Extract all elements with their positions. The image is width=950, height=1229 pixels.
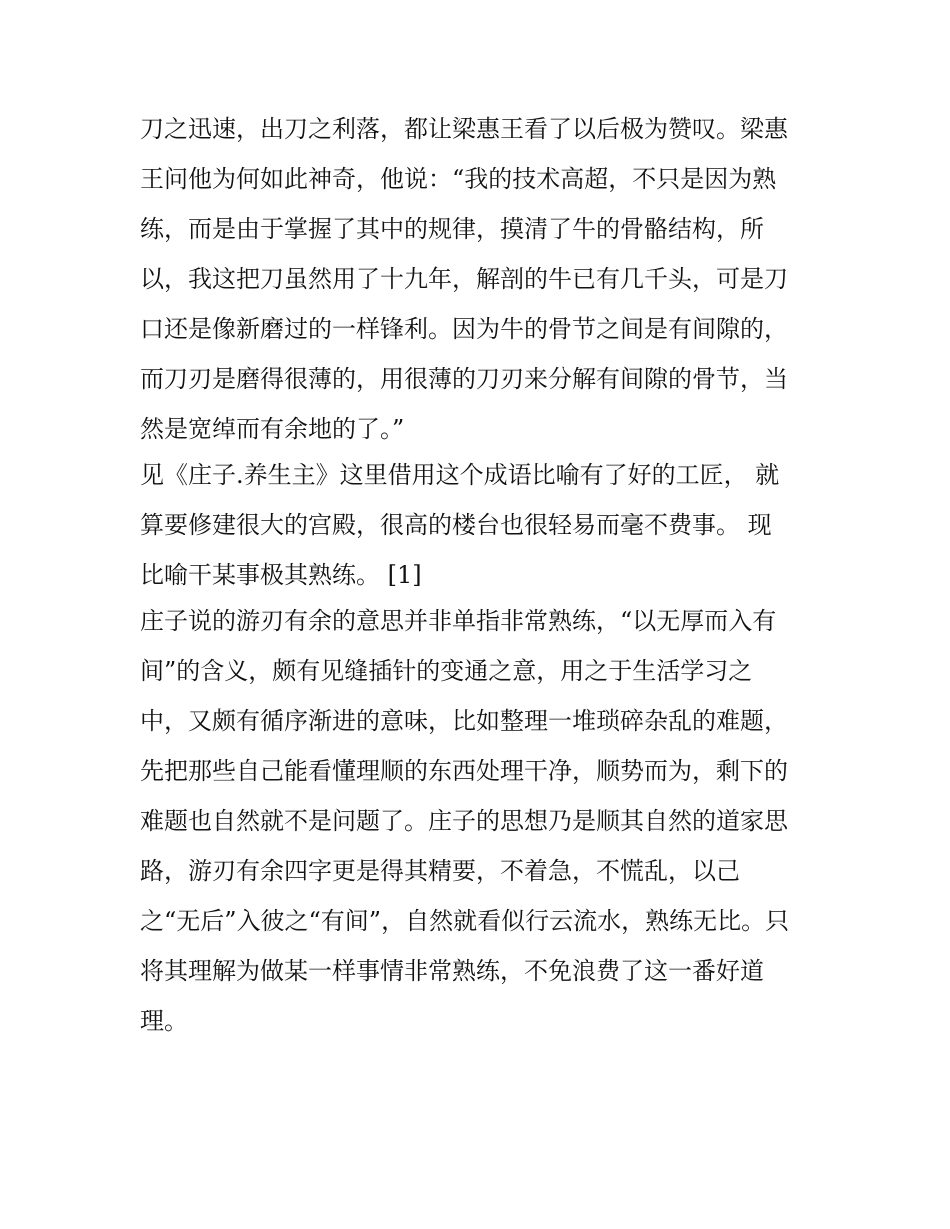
- text-line: 先把那些自己能看懂理顺的东西处理干净，顺势而为，剩下的: [140, 757, 788, 785]
- text-line: 见《庄子.养生主》这里借用这个成语比喻有了好的工匠， 就: [140, 461, 780, 489]
- text-line: 理。: [140, 1007, 188, 1035]
- text-line: 庄子说的游刃有余的意思并非单指非常熟练，“以无厚而入有: [140, 607, 777, 635]
- text-line: 口还是像新磨过的一样锋利。因为牛的骨节之间是有间隙的，: [140, 315, 788, 343]
- text-line: 然是宽绰而有余地的了。”: [140, 415, 405, 443]
- text-line: 之“无后”入彼之“有间”，自然就看似行云流水，熟练无比。只: [140, 907, 790, 935]
- text-line: 以，我这把刀虽然用了十九年，解剖的牛已有几千头，可是刀: [140, 265, 788, 293]
- paragraph-2: [140, 450, 820, 596]
- paragraph-1: [140, 104, 820, 450]
- paragraph-3: [140, 596, 820, 1046]
- text-line: 练，而是由于掌握了其中的规律，摸清了牛的骨骼结构，所: [140, 215, 764, 243]
- text-line: 间”的含义，颇有见缝插针的变通之意，用之于生活学习之: [140, 657, 753, 685]
- text-line: 将其理解为做某一样事情非常熟练，不免浪费了这一番好道: [140, 957, 764, 985]
- text-line: 中，又颇有循序渐进的意味，比如整理一堆琐碎杂乱的难题，: [140, 707, 788, 735]
- document-body: [140, 104, 820, 1046]
- text-line: 王问他为何如此神奇，他说：“我的技术高超，不只是因为熟: [140, 165, 777, 193]
- text-line: 路，游刃有余四字更是得其精要，不着急，不慌乱，以己: [140, 857, 740, 885]
- text-line: 比喻干某事极其熟练。 [1]: [140, 561, 422, 589]
- text-line: 刀之迅速，出刀之利落，都让梁惠王看了以后极为赞叹。梁惠: [140, 115, 788, 143]
- text-line: 算要修建很大的宫殿，很高的楼台也很轻易而毫不费事。 现: [140, 511, 772, 539]
- text-line: 而刀刃是磨得很薄的，用很薄的刀刃来分解有间隙的骨节，当: [140, 365, 788, 393]
- text-line: 难题也自然就不是问题了。庄子的思想乃是顺其自然的道家思: [140, 807, 788, 835]
